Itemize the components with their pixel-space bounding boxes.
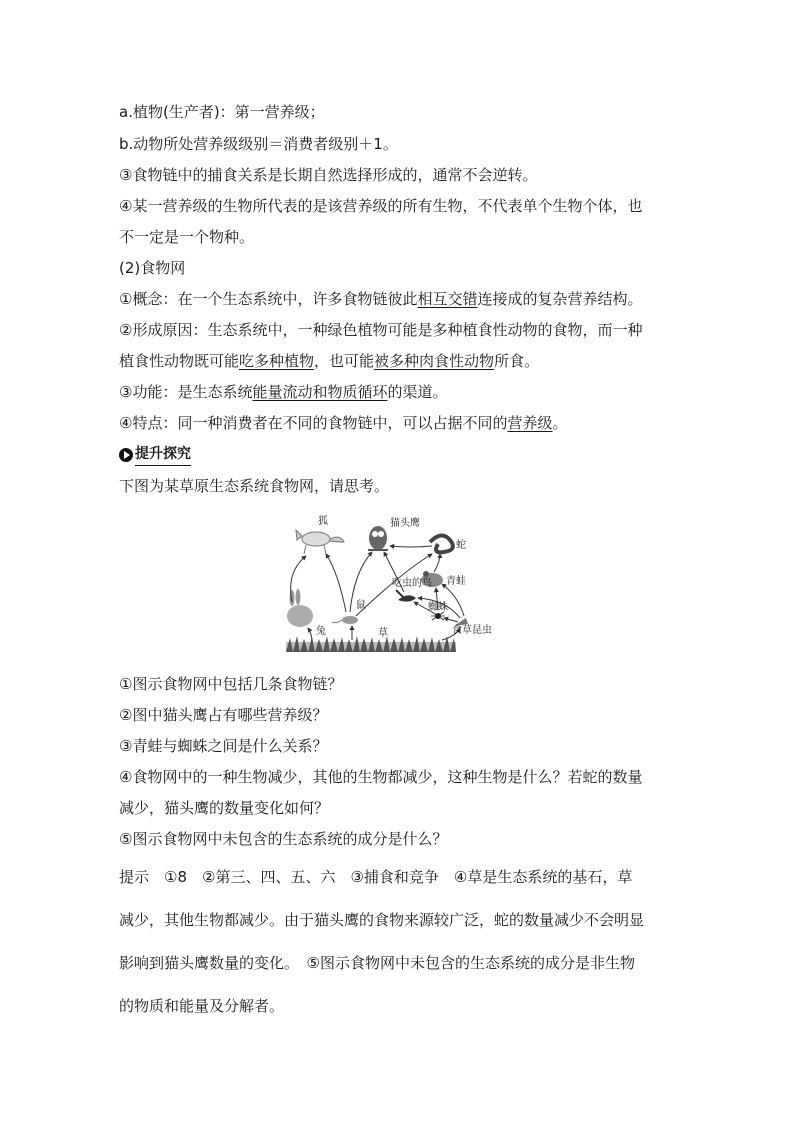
question-line: ⑤图示食物网中未包含的生态系统的成分是什么？ [119,830,448,848]
question-line: ③青蛙与蜘蛛之间是什么关系？ [119,737,328,755]
owl-illustration [368,526,388,550]
question-line: 减少，猫头鹰的数量变化如何？ [119,799,330,817]
question-line: ①图示食物网中包括几条食物链？ [119,675,343,693]
arrow-insect-spider [444,618,458,622]
concept-line: ①概念：在一个生态系统中，许多食物链彼此相互交错连接成的复杂营养结构。 [119,290,643,308]
label-insect: 食草昆虫 [452,625,492,636]
answer-line: 减少，其他生物都减少。由于猫头鹰的食物来源较广泛，蛇的数量减少不会明显 [119,911,645,929]
answer-line: 影响到猫头鹰数量的变化。 ⑤图示食物网中未包含的生态系统的成分是非生物 [119,954,635,972]
question-line: ②图中猫头鹰占有哪些营养级？ [119,706,328,724]
label-spider: 蜘蛛 [428,602,448,613]
label-snake: 蛇 [456,540,466,551]
underlined-term: 吃多种植物 [239,352,315,370]
label-rabbit: 兔 [316,626,326,637]
text-line: ③食物链中的捕食关系是长期自然选择形成的，通常不会逆转。 [119,166,538,184]
underlined-term: 相互交错 [417,290,478,308]
underlined-term: 被多种肉食性动物 [374,352,495,370]
snake-illustration [430,535,453,552]
cause-line-1: ②形成原因：生态系统中，一种绿色植物可能是多种植食性动物的食物，而一种 [119,321,643,339]
answer-line: 提示 ①8 ②第三、四、五、六 ③捕食和竞争 ④草是生态系统的基石，草 [119,868,633,886]
label-mouse: 鼠 [356,600,366,611]
label-frog: 青蛙 [446,576,466,587]
question-line: ④食物网中的一种生物减少，其他的生物都减少，这种生物是什么？若蛇的数量 [119,768,643,786]
label-grass: 草 [378,628,388,639]
spider-illustration [431,612,445,620]
label-owl: 猫头鹰 [390,518,420,529]
food-web-figure [282,512,512,658]
text-line: ④某一营养级的生物所代表的是该营养级的所有生物，不代表单个生物个体，也 [119,197,643,215]
mouse-illustration [332,616,358,624]
text-line: b.动物所处营养级级别＝消费者级别＋1。 [119,135,398,153]
label-bird: 吃虫的鸟 [392,578,432,589]
arrow-snake-owl [390,546,432,547]
arrow-mouse-fox [326,554,346,612]
section-heading-label: 提升探究 [135,444,191,466]
text-line: a.植物(生产者)：第一营养级； [119,103,325,121]
cause-line-2: 植食性动物既可能吃多种植物，也可能被多种肉食性动物所食。 [119,352,540,370]
feature-line: ④特点：同一种消费者在不同的食物链中，可以占据不同的营养级。 [119,414,568,432]
answer-line: 的物质和能量及分解者。 [119,997,285,1015]
function-line: ③功能：是生态系统能量流动和物质循环的渠道。 [119,383,448,401]
intro-line: 下图为某草原生态系统食物网，请思考。 [119,477,390,495]
text-line: 不一定是一个物种。 [119,228,255,246]
bird-illustration [396,590,416,602]
fox-illustration [296,530,344,554]
label-fox: 狐 [318,516,328,527]
section-heading [119,444,191,466]
underlined-term: 能量流动和物质循环 [252,383,388,401]
underlined-term: 营养级 [507,414,553,432]
section-subtitle: (2)食物网 [119,259,186,277]
arrow-frog-snake [434,554,440,572]
play-icon [119,448,133,462]
